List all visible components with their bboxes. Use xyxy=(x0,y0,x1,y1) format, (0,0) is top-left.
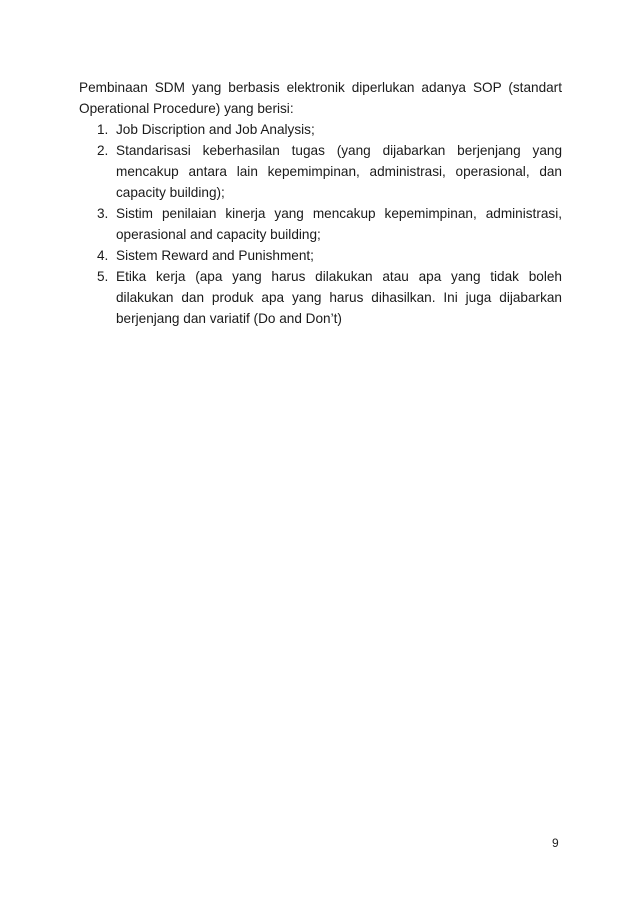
list-item xyxy=(79,140,562,203)
list-item xyxy=(79,119,562,140)
intro-paragraph xyxy=(79,77,562,119)
list-item-line: dilakukan dan produk apa yang harus dihasilkan. Ini juga dijabarkan xyxy=(116,290,562,305)
intro-line: Operational Procedure) yang berisi: xyxy=(79,101,294,116)
list-item-number: 1. xyxy=(97,122,109,137)
list-item-line: Sistim penilaian kinerja yang mencakup kepemimpinan, administrasi, xyxy=(116,206,562,221)
list-item-line: mencakup antara lain kepemimpinan, administrasi, operasional, dan xyxy=(116,164,562,179)
list-item-text xyxy=(116,140,562,203)
list-item-line: Job Discription and Job Analysis; xyxy=(116,122,315,137)
list-item-text xyxy=(116,245,562,266)
list-item-number: 4. xyxy=(97,248,109,263)
list-item-number: 2. xyxy=(97,143,109,158)
list-item-text xyxy=(116,266,562,329)
list-item xyxy=(79,245,562,266)
list-item-line: Standarisasi keberhasilan tugas (yang dijabarkan berjenjang yang xyxy=(116,143,562,158)
list-item-line: berjenjang dan variatif (Do and Don’t) xyxy=(116,311,342,326)
list-item-line: Sistem Reward and Punishment; xyxy=(116,248,314,263)
list-item-line: operasional and capacity building; xyxy=(116,227,321,242)
intro-line: Pembinaan SDM yang berbasis elektronik diperlukan adanya SOP (standart xyxy=(79,80,562,95)
list-item-text xyxy=(116,203,562,245)
list-item-number: 5. xyxy=(97,269,109,284)
list-item-number: 3. xyxy=(97,206,109,221)
list-item-text xyxy=(116,119,562,140)
page-number: 9 xyxy=(552,836,559,850)
sop-list xyxy=(79,119,562,329)
list-item xyxy=(79,203,562,245)
list-item xyxy=(79,266,562,329)
list-item-line: capacity building); xyxy=(116,185,225,200)
list-item-line: Etika kerja (apa yang harus dilakukan atau apa yang tidak boleh xyxy=(116,269,562,284)
page-body xyxy=(79,77,562,329)
